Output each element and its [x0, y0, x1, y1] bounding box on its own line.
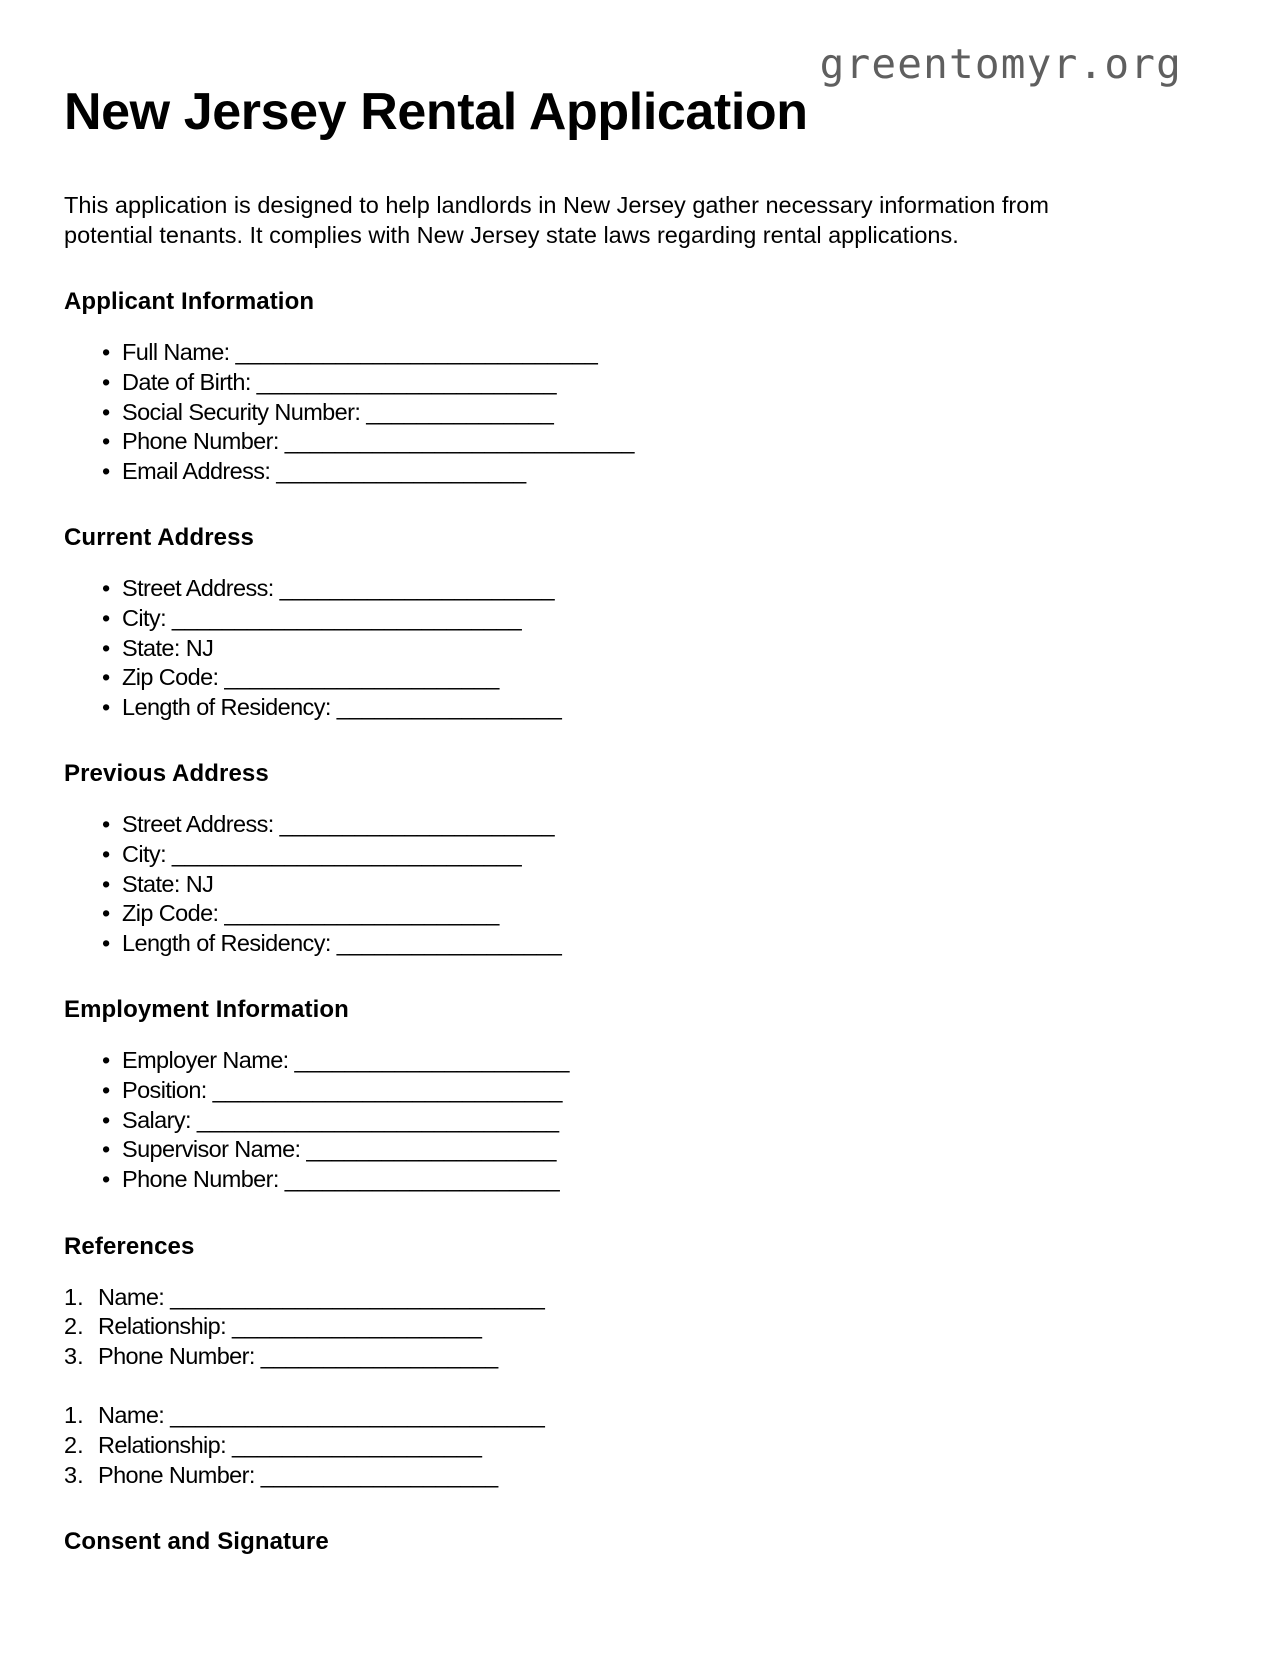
list-item: [64, 1401, 1184, 1431]
list-item: [64, 810, 1184, 840]
list-item: [64, 457, 1184, 487]
list-item: [64, 604, 1184, 634]
list-item: [64, 338, 1184, 368]
applicant-information-field-list: [64, 316, 1184, 486]
reference-one-field-list: [64, 1261, 1184, 1372]
list-item: [64, 1342, 1184, 1372]
field-social-security-number: Social Security Number: _______________: [122, 398, 554, 425]
section-heading-references: References: [64, 1232, 195, 1260]
field-position: Position: ____________________________: [122, 1077, 562, 1104]
list-item: [64, 870, 1184, 900]
list-item: [64, 693, 1184, 723]
list-item: [64, 840, 1184, 870]
field-current-state: State: NJ: [122, 634, 214, 661]
field-current-length-of-residency: Length of Residency: __________________: [122, 693, 562, 720]
list-item: [64, 398, 1184, 428]
field-reference-two-relationship: Relationship: ____________________: [98, 1431, 482, 1458]
list-item: [64, 634, 1184, 664]
list-item: [64, 1106, 1184, 1136]
field-email-address: Email Address: ____________________: [122, 457, 526, 484]
field-reference-two-phone-number: Phone Number: ___________________: [98, 1461, 498, 1488]
field-supervisor-name: Supervisor Name: ____________________: [122, 1136, 556, 1163]
section-heading-current-address: Current Address: [64, 524, 254, 552]
field-reference-one-phone-number: Phone Number: ___________________: [98, 1342, 498, 1369]
field-previous-state: State: NJ: [122, 870, 214, 897]
field-date-of-birth: Date of Birth: ________________________: [122, 368, 556, 395]
field-phone-number: Phone Number: ____________________________: [122, 428, 634, 455]
site-watermark: greentomyr.org: [819, 40, 1182, 88]
current-address-field-list: [64, 552, 1184, 722]
field-reference-two-name: Name: ______________________________: [98, 1402, 545, 1429]
page-title: New Jersey Rental Application: [64, 83, 808, 141]
field-current-street-address: Street Address: ______________________: [122, 575, 554, 602]
field-employment-phone-number: Phone Number: ______________________: [122, 1165, 560, 1192]
previous-address-field-list: [64, 788, 1184, 958]
list-item: [64, 1165, 1184, 1195]
field-previous-city: City: ____________________________: [122, 841, 522, 868]
list-item: [64, 1046, 1184, 1076]
section-heading-applicant-information: Applicant Information: [64, 288, 315, 316]
field-reference-one-relationship: Relationship: ____________________: [98, 1313, 482, 1340]
list-item: [64, 427, 1184, 457]
list-item: [64, 574, 1184, 604]
list-item: [64, 1076, 1184, 1106]
section-heading-consent-and-signature: Consent and Signature: [64, 1528, 329, 1556]
list-item: [64, 1461, 1184, 1491]
list-item: [64, 899, 1184, 929]
field-previous-length-of-residency: Length of Residency: __________________: [122, 929, 562, 956]
field-current-zip-code: Zip Code: ______________________: [122, 664, 499, 691]
list-item: [64, 1135, 1184, 1165]
list-item: [64, 663, 1184, 693]
document-content: [64, 0, 1184, 1556]
field-reference-one-name: Name: ______________________________: [98, 1283, 545, 1310]
section-heading-employment-information: Employment Information: [64, 996, 349, 1024]
field-full-name: Full Name: _____________________________: [122, 339, 598, 366]
intro-paragraph: This application is designed to help landlords in New Jersey gather necessary information from potential tenants. It complies with New Jersey state laws regarding rental applications.: [64, 192, 1049, 249]
list-item: [64, 929, 1184, 959]
employment-information-field-list: [64, 1024, 1184, 1194]
field-current-city: City: ____________________________: [122, 604, 522, 631]
field-previous-zip-code: Zip Code: ______________________: [122, 900, 499, 927]
list-item: [64, 368, 1184, 398]
reference-two-field-list: [64, 1371, 1184, 1490]
list-item: [64, 1431, 1184, 1461]
list-item: [64, 1312, 1184, 1342]
field-salary: Salary: _____________________________: [122, 1106, 559, 1133]
section-heading-previous-address: Previous Address: [64, 760, 269, 788]
field-previous-street-address: Street Address: ______________________: [122, 811, 554, 838]
field-employer-name: Employer Name: ______________________: [122, 1047, 569, 1074]
list-item: [64, 1283, 1184, 1313]
